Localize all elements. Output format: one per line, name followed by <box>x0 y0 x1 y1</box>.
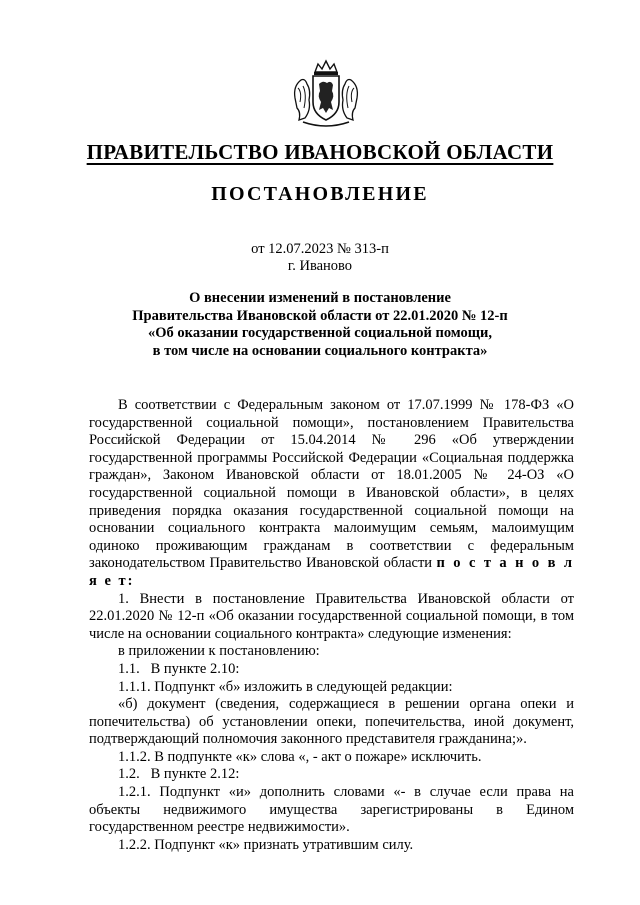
document-subject <box>0 290 640 360</box>
paragraph-1-1-1: 1.1.1. Подпункт «б» изложить в следующей редакции: <box>118 678 453 695</box>
resolves-word: п о с т а н о в л я е т: <box>89 555 574 589</box>
paragraph-2: в приложении к постановлению: <box>118 643 320 660</box>
paragraph-1-1: 1.1. В пункте 2.10: <box>118 660 240 677</box>
document-city: г. Иваново <box>287 258 353 274</box>
coat-of-arms-icon <box>289 58 363 130</box>
government-name: ПРАВИТЕЛЬСТВО ИВАНОВСКОЙ ОБЛАСТИ <box>86 140 554 164</box>
document-type: ПОСТАНОВЛЕНИЕ <box>211 183 429 205</box>
paragraph-1-2: 1.2. В пункте 2.12: <box>118 766 240 783</box>
subject-line-1: О внесении изменений в постановление <box>189 290 451 306</box>
paragraph-1-2-1: 1.2.1. Подпункт «и» дополнить словами «- в случае если права на объекты недвижимого имущества зарегистрированы в Едином государственном реестре недвижимости». <box>89 784 574 836</box>
preamble-text: В соответствии с Федеральным законом от 17.07.1999 № 178-ФЗ «О государственной социальной помощи», постановлением Правительства Российской Федерации от 15.04.2014 № 296 «Об утверждении государственной программы Российской Федерации «Социальная поддержка граждан», Законом Ивановской области от 18.01.2005 № 24-ОЗ «О государственной социальной помощи в Ивановской области», в целях приведения порядка оказания государственной социальной помощи на основании социального контракта малоимущим семьям, малоимущим одиноко проживающим гражданам в соответствии с федеральным законодательством Правительство Ивановской области <box>89 397 574 572</box>
paragraph-1: 1. Внести в постановление Правительства Ивановской области от 22.01.2020 № 12-п «Об оказании государственной социальной помощи, в том числе на основании социального контракта» следующие изменения: <box>89 590 574 642</box>
preamble-paragraph <box>89 397 574 591</box>
paragraph-1-1-2: 1.1.2. В подпункте «к» слова «, - акт о пожаре» исключить. <box>118 748 482 765</box>
subject-line-4: в том числе на основании социального контракта» <box>152 342 488 359</box>
document-body <box>89 397 574 854</box>
document-date: от 12.07.2023 № 313-п <box>251 241 389 257</box>
subject-line-2: Правительства Ивановской области от 22.01.2020 № 12-п <box>132 307 508 324</box>
paragraph-b-text: «б) документ (сведения, содержащиеся в решении органа опеки и попечительства) об установлении опеки, попечительства, иной документ, подтверждающий полномочия законного представителя гражданина;». <box>89 696 574 748</box>
subject-line-3: «Об оказании государственной социальной помощи, <box>148 325 492 341</box>
paragraph-1-2-2: 1.2.2. Подпункт «к» признать утратившим силу. <box>118 836 414 853</box>
